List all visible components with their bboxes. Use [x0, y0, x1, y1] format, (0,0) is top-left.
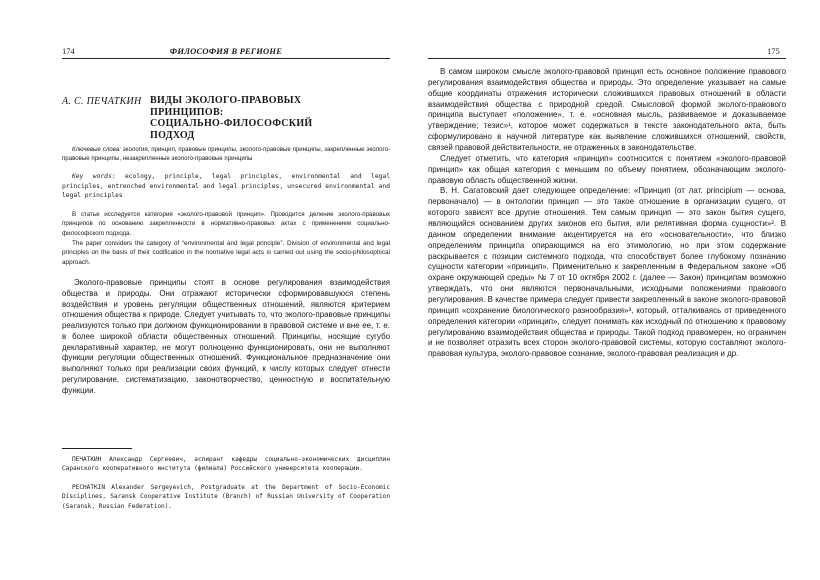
title-line: ПОДХОД — [150, 129, 195, 141]
page-number: 175 — [767, 46, 780, 56]
abstract-ru: В статье исследуется категория «эколого-правовой принцип». Проводится деление эколого-правовых принципов по основанию закрепленности в нормативно-правовых актах с применением социально-философского подхода. — [62, 211, 390, 237]
keywords-ru — [62, 145, 390, 163]
running-head: ФИЛОСОФИЯ В РЕГИОНЕ — [169, 46, 283, 56]
paragraph: В. Н. Сагатовский дает следующее определение: «Принцип (от лат. principium — основа, первоначало) — в онтологии принцип — это такое отношение в организации сущего, от которого зависят все другие отношения. Тем самым принцип — это закон бытия сущего, являющийся основанием других законов его бытия, или релятивная форма сущности»². В данном определении внимание акцентируется на его «основательности», что близко определениям принципа опирающимся на его этимологию, но при этом содержание раскрывается с позиции системного подхода, что способствует более глубокому познанию сущности категории «принцип». Применительно к закрепленным в Федеральном законе «Об охране окружающей среды» № 7 от 10 октября 2002 г. (далее — Закон) принципам возможно утверждать, что они являются первоначальными, исходными положениями правового регулирования. В качестве примера следует привести закрепленный в законе эколого-правовой принцип «сохранение биологического разнообразия»³, который, отталкиваясь от приведенного определения категории «принцип», следует понимать как исходный по отношению к правовому регулированию взаимодействия общества и природы. Такой подход правомерен, но ограничен и не позволяет отразить всех сторон эколого-правовой системы, которую составляют эколого-правовая культура, эколого-правовое сознание, эколого-правовая реализация и др. — [428, 186, 786, 359]
right-page — [410, 0, 820, 580]
author-footnote-ru: ПЕЧАТКИН Александр Сергеевич, аспирант кафедры социально-экономических дисциплин Саранского кооперативного института (филиала) Российского университета кооперации. — [62, 456, 390, 473]
keywords-ru-text: экология, принцип, правовые принципы, эколого-правовые принципы, закрепленные эколого-правовые принципы, незакрепленные эколого-правовые принципы — [62, 146, 390, 162]
keywords-en-text: ecology, principle, legal principles, environmental and legal principles, entrenched environmental and legal principles, unsecured environmental and legal principles — [62, 173, 390, 200]
paragraph: В самом широком смысле эколого-правовой принцип есть основное положение правового регулирования взаимодействия общества и природы. Это определение указывает на самые общие координаты отражения исторически сложившихся правовых отношений в области взаимодействия общества с природной средой. Смысловой формой эколого-правового принципа выступает «положение», т. е. «основная мысль, развиваемое и доказываемое утверждение; тезис»¹, которое может содержаться в тексте законодательного акта, быть сформулировано в научной литературе как выявление сложившихся отношений, свойств, связей правовой действительности, не отраженных в законодательстве. — [428, 67, 786, 153]
paragraph: Следует отметить, что категория «принцип» соотносится с понятием «эколого-правовой принцип» как общая категория с меньшим по объему понятием, обозначающим эколого-правовую область общественной жизни. — [428, 153, 786, 185]
title-line: ПРИНЦИПОВ: — [150, 106, 224, 118]
body-text — [428, 67, 786, 360]
header-rule — [62, 58, 390, 59]
page-number: 174 — [62, 46, 75, 56]
header-rule — [428, 58, 786, 59]
title-line: СОЦИАЛЬНО-ФИЛОСОФСКИЙ — [150, 118, 313, 129]
abstract-en: The paper considers the category of “environmental and legal principle”. Division of environmental and legal principles on the basis of their codification in the normative legal acts is carried out using the socio-philosophical approach. — [62, 240, 390, 266]
article-author: А. С. ПЕЧАТКИН — [62, 96, 142, 107]
article-title — [150, 95, 390, 141]
body-text: Эколого-правовые принципы стоят в основе регулирования взаимодействия общества и природы. Они отражают исторически сформировавшуюся степень воздействия и уровень регуляции общественных отношений, являются критерием отношения общества к природе. Следует учитывать то, что эколого-правовые принципы реализуются только при должном функционировании в правовой системе и вне ее, т. е. в более широкой области общественных отношений. Принципы, носящие сугубо декларативный характер, не могут полноценно функционировать, они не выполняют функции регуляции общественных отношений. Функциональное предназначение они выполняют только при реализации своих функций, к числу которых следует отнести регулирование, систематизацию, законотворчество, ценностную и воспитательную функции. — [62, 278, 390, 395]
keywords-en — [62, 172, 390, 201]
keywords-en-label: Key words: — [72, 173, 116, 180]
footnote-rule — [62, 448, 132, 449]
keywords-ru-label: Ключевые слова: — [72, 146, 121, 153]
author-footnote-en: PECHATKIN Alexander Sergeyevich, Postgraduate at the Department of Socio-Economic Disciplines, Saransk Cooperative Institute (Branch) of Russian University of Cooperation (Saransk, Russian Federation). — [62, 484, 390, 510]
title-line: ВИДЫ ЭКОЛОГО-ПРАВОВЫХ — [150, 95, 302, 106]
